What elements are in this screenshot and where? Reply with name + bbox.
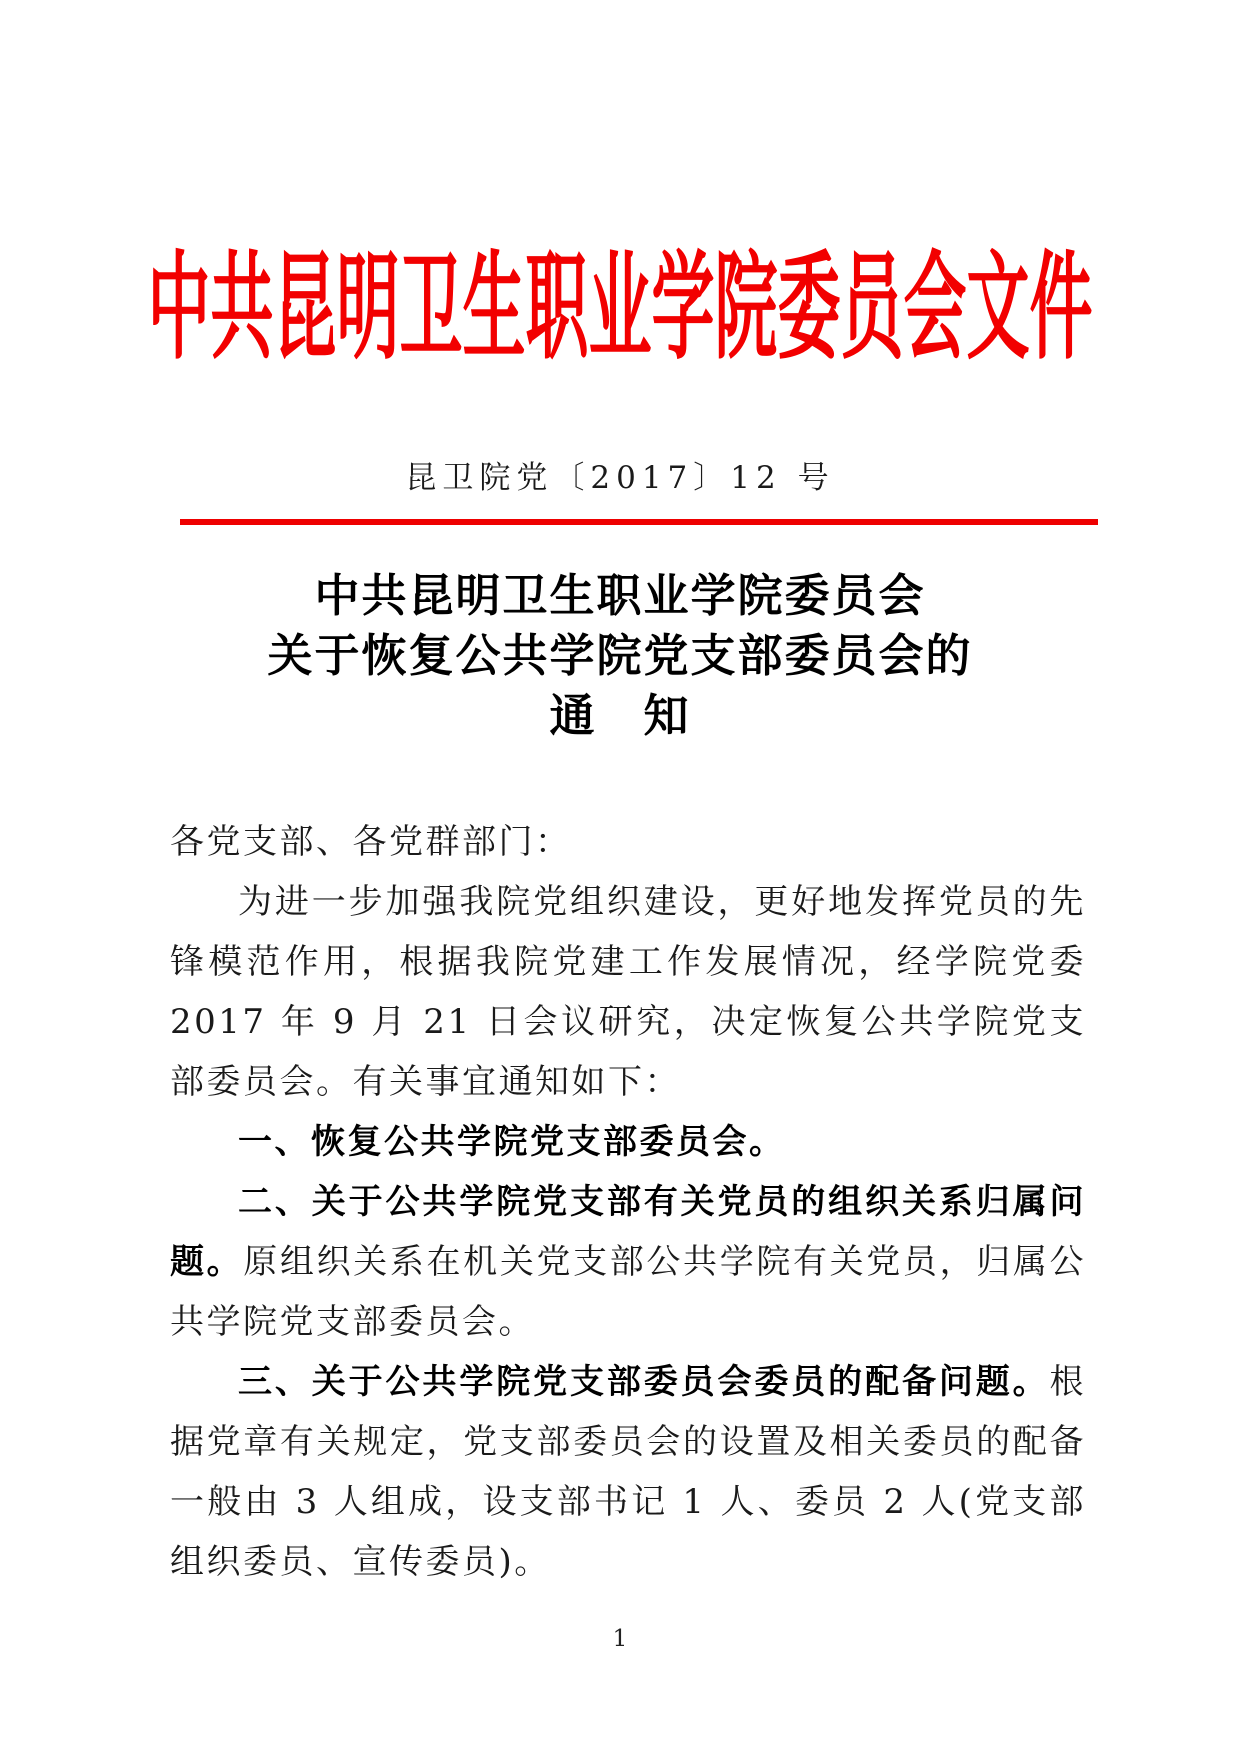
section-2-text: 原组织关系在机关党支部公共学院有关党员，归属公共学院党支部委员会。 bbox=[170, 1242, 1087, 1342]
page-number: 1 bbox=[612, 1626, 628, 1652]
document-body bbox=[170, 812, 1086, 1592]
red-divider-line bbox=[180, 519, 1098, 525]
section-3-heading: 三、关于公共学院党支部委员会委员的配备问题。 bbox=[238, 1362, 1050, 1402]
notice-title-line1: 中共昆明卫生职业学院委员会 bbox=[314, 569, 926, 622]
section-2-heading: 二、关于公共学院党支部有关党员的组织关系归属问题。 bbox=[170, 1182, 1086, 1282]
notice-title-line3: 通 知 bbox=[549, 689, 691, 742]
paragraph-intro-text: 为进一步加强我院党组织建设，更好地发挥党员的先锋模范作用，根据我院党建工作发展情况，经学院党委 2017 年 9 月 21 日会议研究，决定恢复公共学院党支部委员会。有关事宜通知如下： bbox=[170, 882, 1086, 1102]
notice-title bbox=[0, 566, 1240, 746]
section-1-heading: 一、恢复公共学院党支部委员会。 bbox=[238, 1122, 786, 1162]
notice-title-line2: 关于恢复公共学院党支部委员会的 bbox=[267, 629, 973, 682]
salutation-line: 各党支部、各党群部门： bbox=[170, 822, 572, 862]
paragraph-section-3 bbox=[170, 1352, 1086, 1592]
paragraph-section-2 bbox=[170, 1172, 1086, 1352]
paragraph-section-1 bbox=[170, 1112, 1086, 1172]
page-footer bbox=[0, 1626, 1240, 1652]
paragraph-intro bbox=[170, 872, 1086, 1112]
section-3-text: 根据党章有关规定，党支部委员会的设置及相关委员的配备一般由 3 人组成，设支部书记 1 人、委员 2 人(党支部组织委员、宣传委员)。 bbox=[170, 1362, 1086, 1582]
document-number: 昆卫院党〔2017〕12 号 bbox=[405, 460, 835, 496]
letterhead-banner-title: 中共昆明卫生职业学院委员会文件 bbox=[147, 238, 1093, 376]
